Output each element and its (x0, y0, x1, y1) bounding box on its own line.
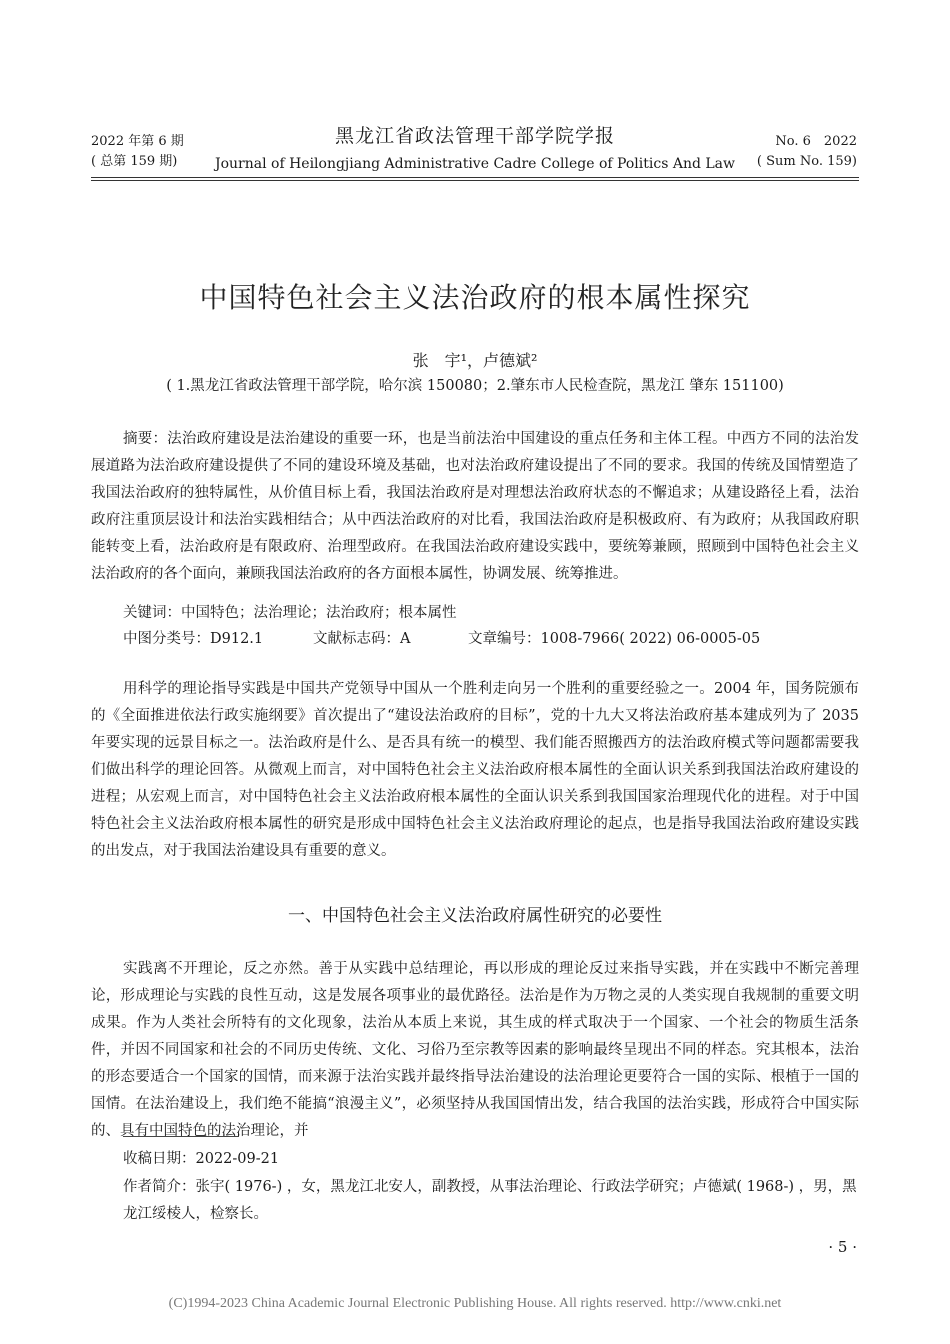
footnote-rule (123, 1136, 239, 1137)
received-date: 收稿日期：2022-09-21 (123, 1151, 280, 1167)
total-issue-label: ( 总第 159 期) (91, 154, 178, 169)
article-number: 文章编号：1008-7966( 2022) 06-0005-05 (468, 631, 761, 647)
journal-title-cn: 黑龙江省政法管理干部学院学报 (334, 125, 615, 147)
clc-number: 中图分类号：D912.1 (123, 631, 264, 647)
keywords: 关键词：中国特色；法治理论；法治政府；根本属性 (123, 605, 457, 621)
author-affiliations: ( 1.黑龙江省政法管理干部学院，哈尔滨 150080；2.肇东市人民检查院，黑龙江 肇东 151100) (166, 378, 784, 394)
issue-label-en: No. 6 2022 (775, 134, 857, 149)
issue-label: 2022 年第 6 期 (91, 134, 184, 149)
header-right (757, 132, 857, 172)
journal-title-en: Journal of Heilongjiang Administrative Cadre College of Politics And Law (214, 156, 736, 172)
total-issue-label-en: ( Sum No. 159) (756, 154, 857, 169)
section-paragraph: 实践离不开理论，反之亦然。善于从实践中总结理论，再以形成的理论反过来指导实践，并在实践中不断完善理论，形成理论与实践的良性互动，这是发展各项事业的最优路径。法治是作为万物之灵的人类实现自我规制的重要文明成果。作为人类社会所特有的文化现象，法治从本质上来说，其生成的样式取决于一个国家、一个社会的物质生活条件，并因不同国家和社会的不同历史传统、文化、习俗乃至宗教等因素的影响最终呈现出不同的样态。究其根本，法治的形态要适合一个国家的国情，而来源于法治实践并最终指导法治建设的法治理论更要符合一国的实际、根植于一国的国情。在法治建设上，我们绝不能搞“浪漫主义”，必须坚持从我国国情出发，结合我国的法治实践，形成符合中国实际的、具有中国特色的法治理论，并 (91, 961, 859, 1139)
abstract: 摘要：法治政府建设是法治建设的重要一环，也是当前法治中国建设的重点任务和主体工程。中西方不同的法治发展道路为法治政府建设提供了不同的建设环境及基础，也对法治政府建设提出了不同的要求。我国的传统及国情塑造了我国法治政府的独特属性，从价值目标上看，我国法治政府是对理想法治政府状态的不懈追求；从建设路径上看，法治政府注重顶层设计和法治实践相结合；从中西法治政府的对比看，我国法治政府是积极政府、有为政府；从我国政府职能转变上看，法治政府是有限政府、治理型政府。在我国法治政府建设实践中，要统筹兼顾，照顾到中国特色社会主义法治政府的各个面向，兼顾我国法治政府的各方面根本属性，协调发展、统筹推进。 (91, 431, 859, 582)
header-rule-top (91, 177, 859, 178)
article-authors: 张 宇¹，卢德斌² (412, 351, 538, 370)
page-number: · 5 · (828, 1238, 857, 1256)
header-rule-bottom (91, 180, 859, 181)
article-title: 中国特色社会主义法治政府的根本属性探究 (199, 281, 751, 314)
document-code: 文献标志码：A (313, 631, 411, 647)
bio-text: 张宇( 1976-) ，女，黑龙江北安人，副教授，从事法治理论、行政法学研究；卢德斌( 1968-) ，男，黑龙江绥棱人，检察长。 (123, 1179, 857, 1222)
intro-paragraph: 用科学的理论指导实践是中国共产党领导中国从一个胜利走向另一个胜利的重要经验之一。2004 年，国务院颁布的《全面推进依法行政实施纲要》首次提出了“建设法治政府的目标”，党的十九大又将法治政府基本建成列为了 2035 年要实现的远景目标之一。法治政府是什么、是否具有统一的模型、我们能否照搬西方的法治政府模式等问题都需要我们做出科学的理论回答。从微观上而言，对中国特色社会主义法治政府根本属性的全面认识关系到我国法治政府建设的进程；从宏观上而言，对中国特色社会主义法治政府根本属性的全面认识关系到我国国家治理现代化的进程。对于中国特色社会主义法治政府根本属性的研究是形成中国特色社会主义法治政府理论的起点，也是指导我国法治政府建设实践的出发点，对于我国法治建设具有重要的意义。 (91, 681, 859, 859)
classification-line (123, 626, 859, 653)
bio-label: 作者简介： (123, 1179, 196, 1195)
author-bio (123, 1174, 859, 1228)
section-heading: 一、中国特色社会主义法治政府属性研究的必要性 (288, 906, 662, 926)
copyright-notice: (C)1994-2023 China Academic Journal Electronic Publishing House. All rights reserved. http://www.cnki.net (168, 1296, 782, 1311)
